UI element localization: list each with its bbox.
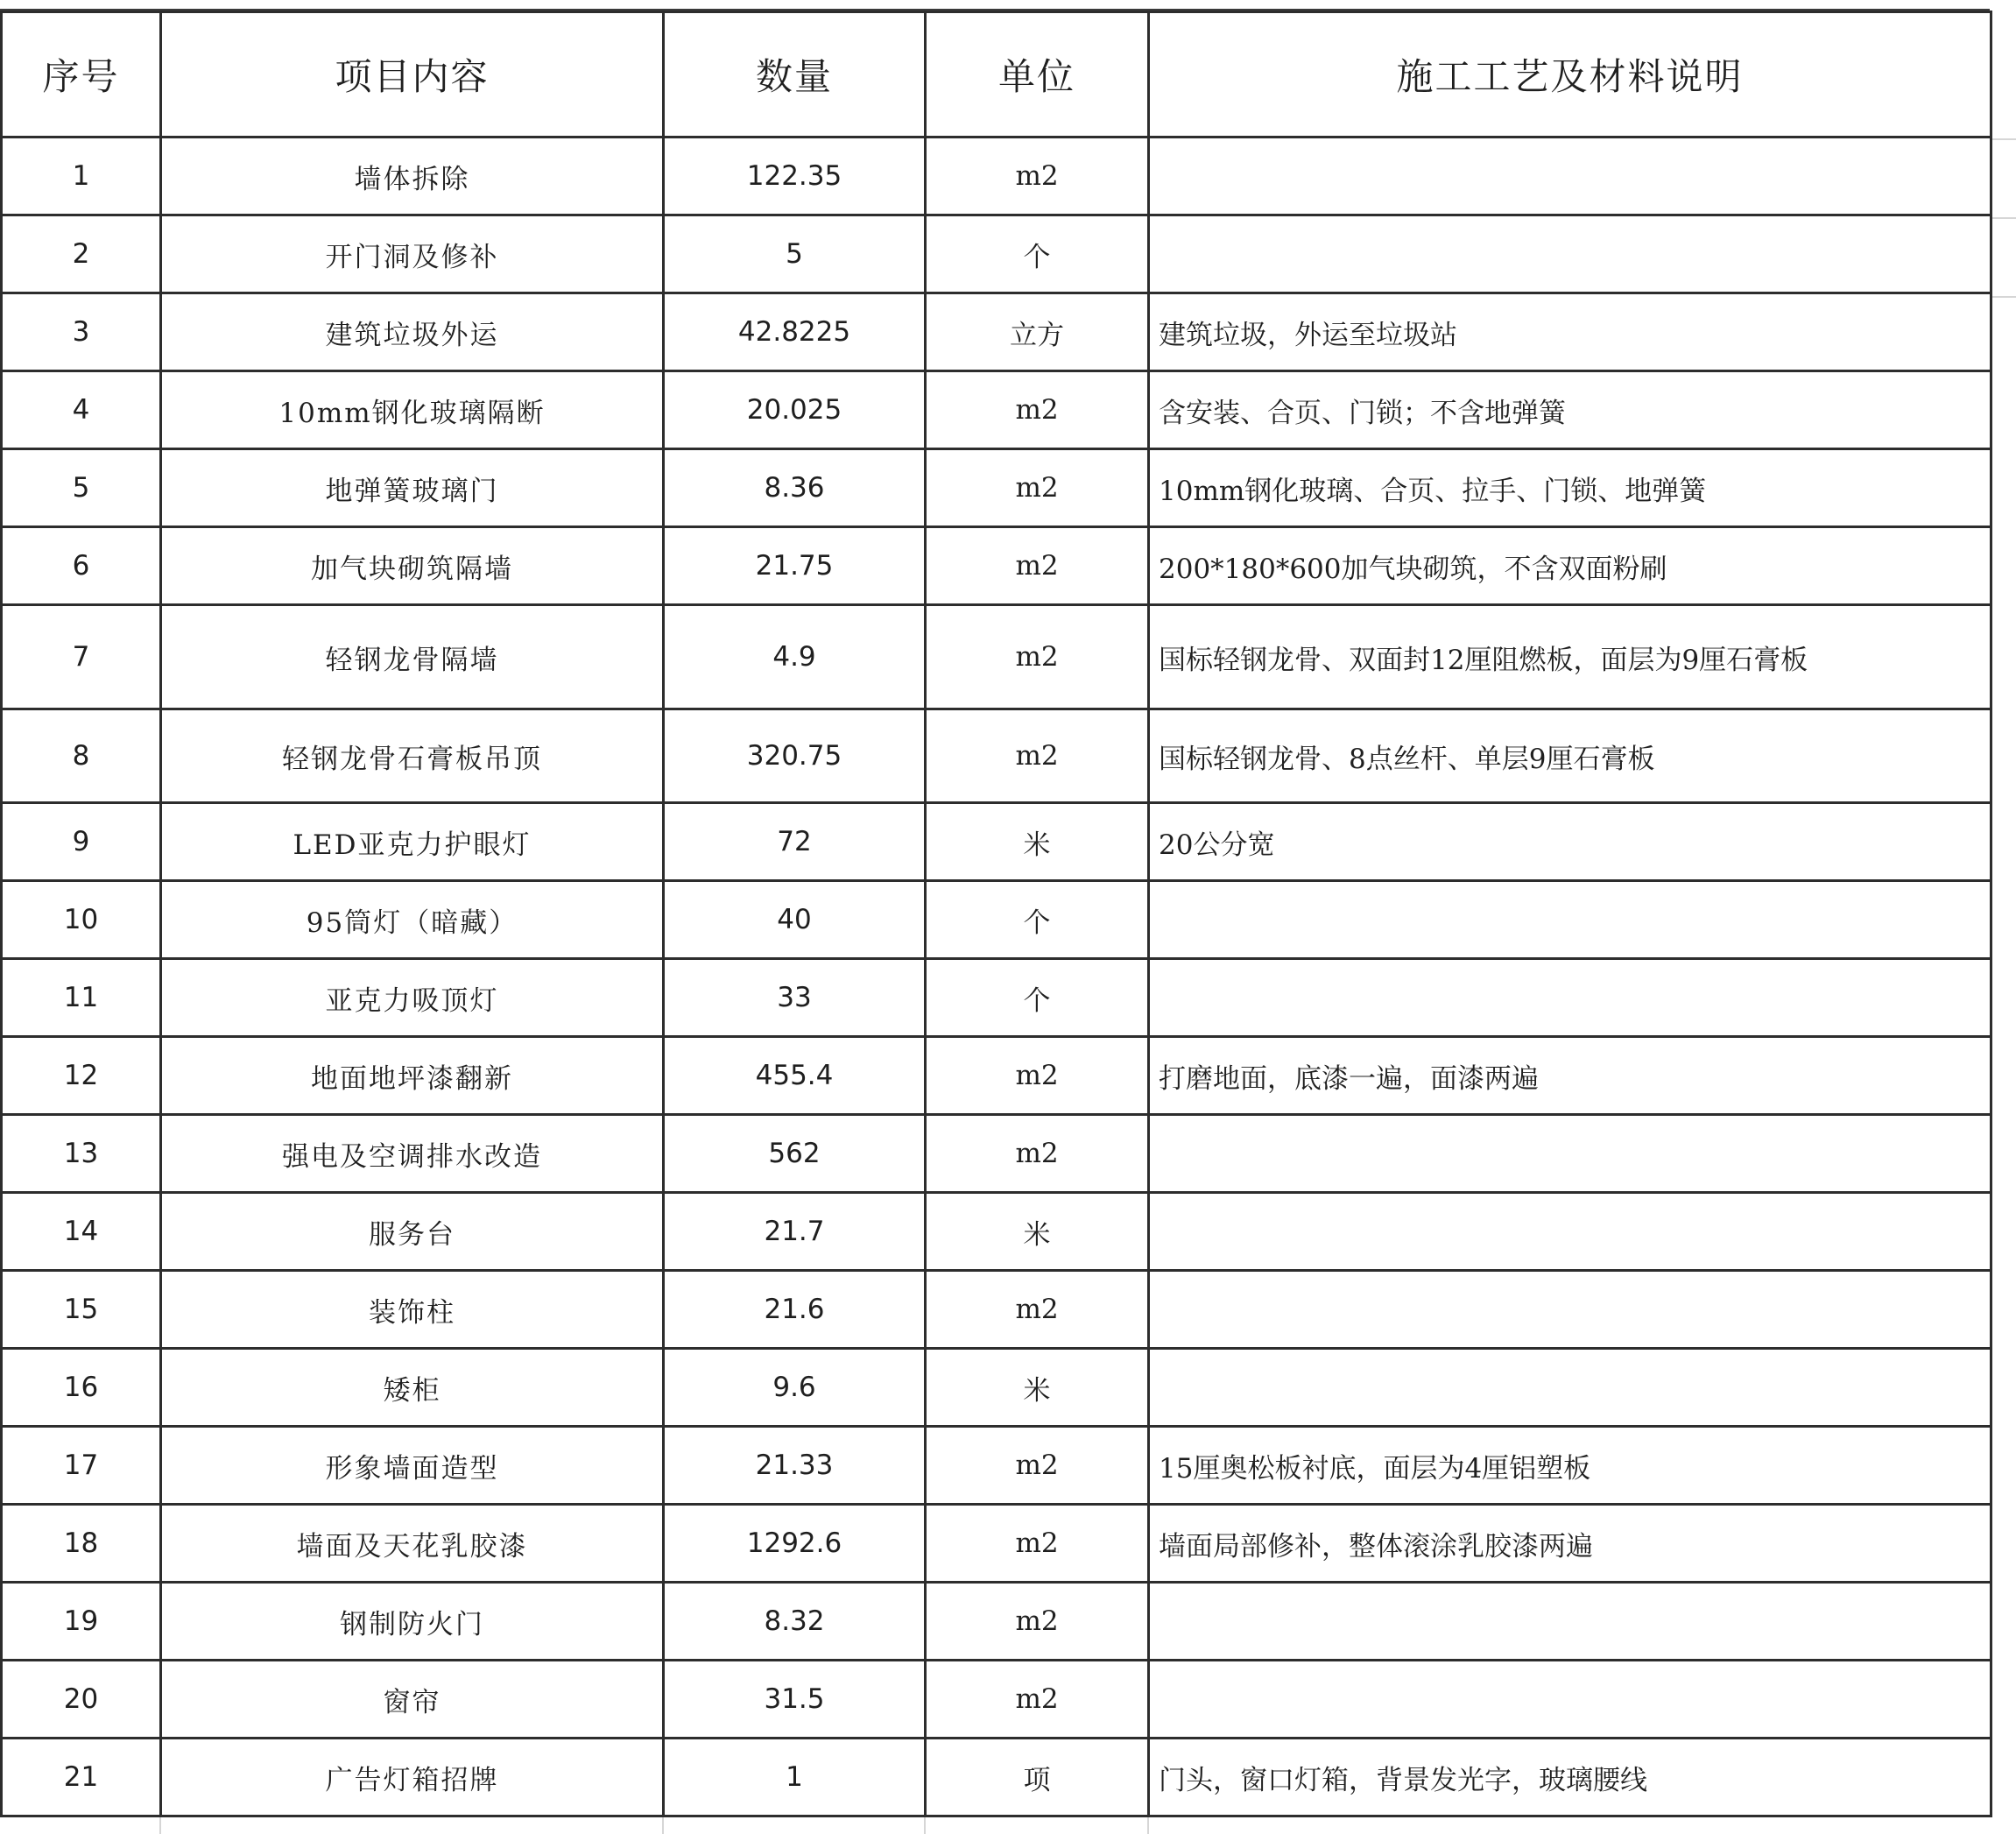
cell-item[interactable]: 地弹簧玻璃门 xyxy=(161,449,664,527)
cell-qty[interactable]: 122.35 xyxy=(664,138,926,215)
header-cell-unit[interactable]: 单位 xyxy=(926,12,1149,138)
cell-unit[interactable]: 米 xyxy=(926,1193,1149,1271)
bill-of-quantities-table xyxy=(0,11,1992,1817)
table-row xyxy=(2,1661,1991,1739)
cell-no[interactable]: 4 xyxy=(2,371,161,449)
cell-no[interactable]: 3 xyxy=(2,293,161,371)
cell-no[interactable]: 2 xyxy=(2,215,161,293)
table-row xyxy=(2,959,1991,1037)
cell-desc[interactable]: 国标轻钢龙骨、8点丝杆、单层9厘石膏板 xyxy=(1149,709,1991,803)
header-cell-desc[interactable]: 施工工艺及材料说明 xyxy=(1149,12,1991,138)
cell-desc[interactable] xyxy=(1149,1349,1991,1427)
table-row xyxy=(2,293,1991,371)
cell-item[interactable]: 地面地坪漆翻新 xyxy=(161,1037,664,1115)
cell-qty[interactable]: 1292.6 xyxy=(664,1505,926,1583)
cell-unit[interactable]: m2 xyxy=(926,709,1149,803)
cell-unit[interactable]: 项 xyxy=(926,1739,1149,1816)
cell-unit[interactable]: m2 xyxy=(926,1505,1149,1583)
cell-item[interactable]: 墙面及天花乳胶漆 xyxy=(161,1505,664,1583)
cell-item[interactable]: 广告灯箱招牌 xyxy=(161,1739,664,1816)
cell-unit[interactable]: m2 xyxy=(926,1037,1149,1115)
cell-no[interactable]: 17 xyxy=(2,1427,161,1505)
cell-qty[interactable]: 33 xyxy=(664,959,926,1037)
table-row xyxy=(2,527,1991,605)
cell-item[interactable]: 窗帘 xyxy=(161,1661,664,1739)
cell-unit[interactable]: 米 xyxy=(926,1349,1149,1427)
cell-no[interactable]: 12 xyxy=(2,1037,161,1115)
cell-item[interactable]: LED亚克力护眼灯 xyxy=(161,803,664,881)
cell-no[interactable]: 11 xyxy=(2,959,161,1037)
cell-unit[interactable]: 立方 xyxy=(926,293,1149,371)
cell-no[interactable]: 14 xyxy=(2,1193,161,1271)
cell-item[interactable]: 95筒灯（暗藏） xyxy=(161,881,664,959)
cell-qty[interactable]: 455.4 xyxy=(664,1037,926,1115)
cell-qty[interactable]: 21.33 xyxy=(664,1427,926,1505)
cell-no[interactable]: 8 xyxy=(2,709,161,803)
cell-no[interactable]: 15 xyxy=(2,1271,161,1349)
cell-desc[interactable] xyxy=(1149,1661,1991,1739)
cell-desc[interactable]: 10mm钢化玻璃、合页、拉手、门锁、地弹簧 xyxy=(1149,449,1991,527)
cell-unit[interactable]: m2 xyxy=(926,138,1149,215)
cell-item[interactable]: 形象墙面造型 xyxy=(161,1427,664,1505)
cell-desc[interactable]: 打磨地面，底漆一遍，面漆两遍 xyxy=(1149,1037,1991,1115)
cell-qty[interactable]: 9.6 xyxy=(664,1349,926,1427)
cell-desc[interactable]: 15厘奥松板衬底，面层为4厘铝塑板 xyxy=(1149,1427,1991,1505)
cell-qty[interactable]: 31.5 xyxy=(664,1661,926,1739)
cell-desc[interactable] xyxy=(1149,1583,1991,1661)
cell-qty[interactable]: 20.025 xyxy=(664,371,926,449)
cell-no[interactable]: 13 xyxy=(2,1115,161,1193)
cell-no[interactable]: 19 xyxy=(2,1583,161,1661)
table-row xyxy=(2,605,1991,709)
table-row xyxy=(2,1349,1991,1427)
cell-item[interactable]: 装饰柱 xyxy=(161,1271,664,1349)
table-row xyxy=(2,1739,1991,1816)
cell-desc[interactable]: 国标轻钢龙骨、双面封12厘阻燃板，面层为9厘石膏板 xyxy=(1149,605,1991,709)
cell-item[interactable]: 服务台 xyxy=(161,1193,664,1271)
cell-desc[interactable] xyxy=(1149,138,1991,215)
cell-unit[interactable]: m2 xyxy=(926,449,1149,527)
table-row xyxy=(2,881,1991,959)
cell-unit[interactable]: 米 xyxy=(926,803,1149,881)
cell-desc[interactable] xyxy=(1149,1193,1991,1271)
cell-unit[interactable]: 个 xyxy=(926,881,1149,959)
cell-qty[interactable]: 5 xyxy=(664,215,926,293)
header-cell-item[interactable]: 项目内容 xyxy=(161,12,664,138)
cell-item[interactable]: 钢制防火门 xyxy=(161,1583,664,1661)
cell-qty[interactable]: 40 xyxy=(664,881,926,959)
cell-item[interactable]: 强电及空调排水改造 xyxy=(161,1115,664,1193)
cell-desc[interactable] xyxy=(1149,881,1991,959)
cell-qty[interactable]: 21.7 xyxy=(664,1193,926,1271)
cell-item[interactable]: 加气块砌筑隔墙 xyxy=(161,527,664,605)
gridline xyxy=(1990,138,2016,140)
cell-desc[interactable]: 门头，窗口灯箱，背景发光字，玻璃腰线 xyxy=(1149,1739,1991,1816)
cell-desc[interactable]: 含安装、合页、门锁；不含地弹簧 xyxy=(1149,371,1991,449)
cell-item[interactable]: 开门洞及修补 xyxy=(161,215,664,293)
gridline xyxy=(1990,217,2016,219)
cell-qty[interactable]: 562 xyxy=(664,1115,926,1193)
table-row xyxy=(2,1427,1991,1505)
cell-item[interactable]: 10mm钢化玻璃隔断 xyxy=(161,371,664,449)
table-row xyxy=(2,1583,1991,1661)
cell-desc[interactable]: 200*180*600加气块砌筑，不含双面粉刷 xyxy=(1149,527,1991,605)
cell-no[interactable]: 9 xyxy=(2,803,161,881)
table-row xyxy=(2,1193,1991,1271)
table-row xyxy=(2,371,1991,449)
cell-item[interactable]: 矮柜 xyxy=(161,1349,664,1427)
table-row xyxy=(2,1115,1991,1193)
cell-qty[interactable]: 72 xyxy=(664,803,926,881)
table-row xyxy=(2,1505,1991,1583)
table-row xyxy=(2,215,1991,293)
cell-desc[interactable] xyxy=(1149,1115,1991,1193)
cell-qty[interactable]: 42.8225 xyxy=(664,293,926,371)
cell-qty[interactable]: 8.32 xyxy=(664,1583,926,1661)
cell-qty[interactable]: 320.75 xyxy=(664,709,926,803)
cell-desc[interactable]: 20公分宽 xyxy=(1149,803,1991,881)
table-row xyxy=(2,1271,1991,1349)
table-row xyxy=(2,1037,1991,1115)
cell-no[interactable]: 5 xyxy=(2,449,161,527)
cell-item[interactable]: 轻钢龙骨隔墙 xyxy=(161,605,664,709)
cell-item[interactable]: 墙体拆除 xyxy=(161,138,664,215)
cell-desc[interactable]: 建筑垃圾，外运至垃圾站 xyxy=(1149,293,1991,371)
cell-no[interactable]: 1 xyxy=(2,138,161,215)
cell-no[interactable]: 7 xyxy=(2,605,161,709)
cell-no[interactable]: 10 xyxy=(2,881,161,959)
cell-qty[interactable]: 21.6 xyxy=(664,1271,926,1349)
cell-unit[interactable]: m2 xyxy=(926,1583,1149,1661)
cell-desc[interactable]: 墙面局部修补，整体滚涂乳胶漆两遍 xyxy=(1149,1505,1991,1583)
cell-qty[interactable]: 4.9 xyxy=(664,605,926,709)
cell-item[interactable]: 亚克力吸顶灯 xyxy=(161,959,664,1037)
cell-desc[interactable] xyxy=(1149,1271,1991,1349)
cell-no[interactable]: 20 xyxy=(2,1661,161,1739)
cell-unit[interactable]: m2 xyxy=(926,605,1149,709)
cell-desc[interactable] xyxy=(1149,959,1991,1037)
gridline xyxy=(1990,296,2016,298)
cell-qty[interactable]: 21.75 xyxy=(664,527,926,605)
cell-unit[interactable]: 个 xyxy=(926,215,1149,293)
cell-no[interactable]: 18 xyxy=(2,1505,161,1583)
header-cell-no[interactable]: 序号 xyxy=(2,12,161,138)
cell-no[interactable]: 6 xyxy=(2,527,161,605)
cell-qty[interactable]: 8.36 xyxy=(664,449,926,527)
cell-desc[interactable] xyxy=(1149,215,1991,293)
table-row xyxy=(2,803,1991,881)
cell-unit[interactable]: m2 xyxy=(926,371,1149,449)
table-row xyxy=(2,709,1991,803)
table-row xyxy=(2,449,1991,527)
cell-unit[interactable]: m2 xyxy=(926,1661,1149,1739)
cell-no[interactable]: 21 xyxy=(2,1739,161,1816)
cell-unit[interactable]: m2 xyxy=(926,1115,1149,1193)
table-row xyxy=(2,138,1991,215)
cell-unit[interactable]: m2 xyxy=(926,527,1149,605)
header-row xyxy=(2,12,1991,138)
cell-no[interactable]: 16 xyxy=(2,1349,161,1427)
cell-unit[interactable]: m2 xyxy=(926,1427,1149,1505)
cell-item[interactable]: 建筑垃圾外运 xyxy=(161,293,664,371)
header-cell-qty[interactable]: 数量 xyxy=(664,12,926,138)
cell-item[interactable]: 轻钢龙骨石膏板吊顶 xyxy=(161,709,664,803)
cell-unit[interactable]: 个 xyxy=(926,959,1149,1037)
cell-qty[interactable]: 1 xyxy=(664,1739,926,1816)
cell-unit[interactable]: m2 xyxy=(926,1271,1149,1349)
